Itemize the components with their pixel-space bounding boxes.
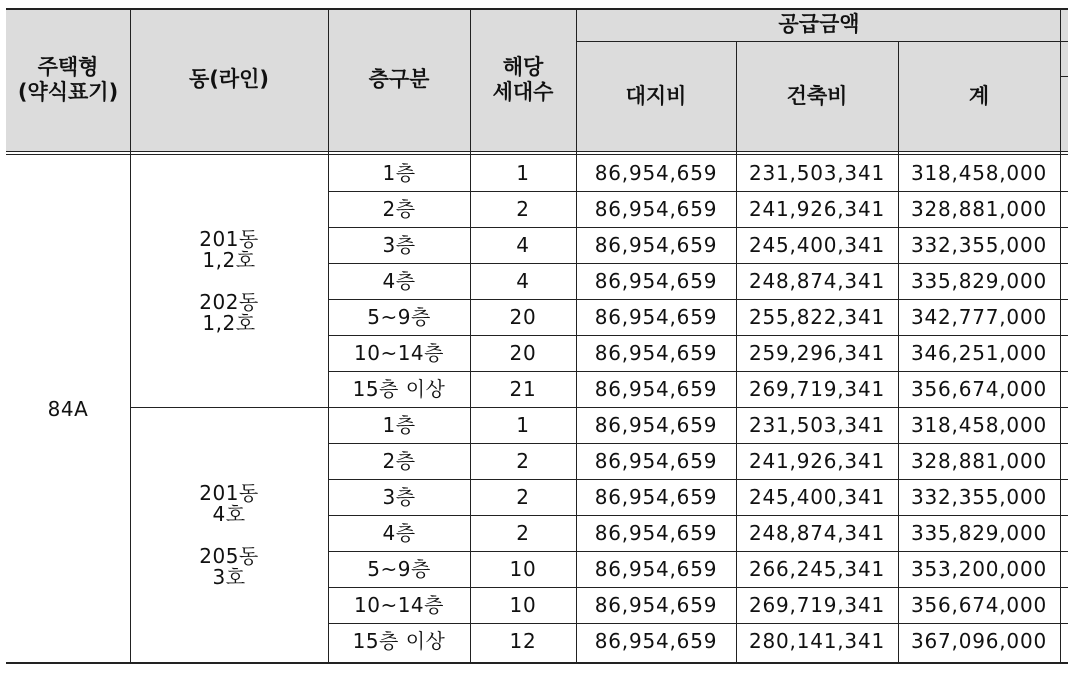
land-cost-cell: 86,954,659 (594, 521, 718, 545)
grid-line (328, 263, 1068, 264)
total-price-cell: 353,200,000 (910, 557, 1048, 581)
construction-cost-cell: 241,926,341 (748, 449, 886, 473)
household-count-cell: 20 (509, 305, 537, 329)
grid-line (328, 335, 1068, 336)
total-price-cell: 332,355,000 (910, 485, 1048, 509)
grid-line (328, 587, 1068, 588)
household-count-cell: 20 (509, 341, 537, 365)
land-cost-cell: 86,954,659 (594, 269, 718, 293)
total-price-cell: 356,674,000 (910, 593, 1048, 617)
construction-cost-cell: 241,926,341 (748, 197, 886, 221)
grid-line (576, 41, 1068, 42)
header-land-cost: 대지비 (576, 42, 736, 152)
land-cost-cell: 86,954,659 (594, 233, 718, 257)
total-price-cell: 318,458,000 (910, 161, 1048, 185)
header-floor-class: 층구분 (328, 8, 470, 152)
header-construction-cost: 건축비 (736, 42, 898, 152)
construction-cost-cell: 248,874,341 (748, 521, 886, 545)
construction-cost-cell: 245,400,341 (748, 485, 886, 509)
header-building-line: 동(라인) (130, 8, 328, 152)
land-cost-cell: 86,954,659 (594, 161, 718, 185)
household-count-cell: 4 (516, 269, 530, 293)
floor-class-cell: 4층 (382, 269, 416, 293)
grid-line (328, 227, 1068, 228)
total-price-cell: 318,458,000 (910, 413, 1048, 437)
group-divider (130, 407, 1068, 408)
land-cost-cell: 86,954,659 (594, 197, 718, 221)
floor-class-cell: 15층 이상 (352, 629, 446, 653)
construction-cost-cell: 259,296,341 (748, 341, 886, 365)
grid-line (736, 42, 737, 663)
grid-line (328, 443, 1068, 444)
total-price-cell: 356,674,000 (910, 377, 1048, 401)
land-cost-cell: 86,954,659 (594, 593, 718, 617)
household-count-cell: 1 (516, 413, 530, 437)
floor-class-cell: 5~9층 (367, 557, 431, 581)
land-cost-cell: 86,954,659 (594, 557, 718, 581)
header-bottom-border (6, 154, 1068, 155)
land-cost-cell: 86,954,659 (594, 341, 718, 365)
household-count-cell: 12 (509, 629, 537, 653)
construction-cost-cell: 266,245,341 (748, 557, 886, 581)
land-cost-cell: 86,954,659 (594, 305, 718, 329)
header-extra-column (1060, 8, 1068, 152)
table-bottom-border (6, 662, 1068, 664)
household-count-cell: 10 (509, 557, 537, 581)
header-households: 해당 세대수 (470, 8, 576, 152)
header-supply-price: 공급금액 (576, 8, 1062, 42)
total-price-cell: 328,881,000 (910, 197, 1048, 221)
total-price-cell: 346,251,000 (910, 341, 1048, 365)
grid-line (130, 8, 131, 663)
construction-cost-cell: 269,719,341 (748, 377, 886, 401)
floor-class-cell: 3층 (382, 233, 416, 257)
header-unit-type: 주택형 (약식표기) (6, 8, 130, 152)
floor-class-cell: 1층 (382, 413, 416, 437)
total-price-cell: 335,829,000 (910, 521, 1048, 545)
grid-line (1060, 76, 1068, 77)
floor-class-cell: 10~14층 (354, 341, 444, 365)
construction-cost-cell: 245,400,341 (748, 233, 886, 257)
household-count-cell: 4 (516, 233, 530, 257)
total-price-cell: 332,355,000 (910, 233, 1048, 257)
construction-cost-cell: 255,822,341 (748, 305, 886, 329)
household-count-cell: 2 (516, 197, 530, 221)
construction-cost-cell: 248,874,341 (748, 269, 886, 293)
floor-class-cell: 10~14층 (354, 593, 444, 617)
grid-line (898, 42, 899, 663)
land-cost-cell: 86,954,659 (594, 413, 718, 437)
floor-class-cell: 4층 (382, 521, 416, 545)
total-price-cell: 342,777,000 (910, 305, 1048, 329)
household-count-cell: 1 (516, 161, 530, 185)
land-cost-cell: 86,954,659 (594, 485, 718, 509)
grid-line (328, 8, 329, 663)
grid-line (328, 371, 1068, 372)
land-cost-cell: 86,954,659 (594, 629, 718, 653)
construction-cost-cell: 231,503,341 (748, 161, 886, 185)
table-top-border (6, 8, 1068, 10)
total-price-cell: 367,096,000 (910, 629, 1048, 653)
header-total: 계 (898, 42, 1060, 152)
grid-line (328, 479, 1068, 480)
floor-class-cell: 15층 이상 (352, 377, 446, 401)
grid-line (328, 299, 1068, 300)
building-line-group-1: 201동 1,2호 202동 1,2호 (199, 226, 259, 335)
construction-cost-cell: 280,141,341 (748, 629, 886, 653)
floor-class-cell: 2층 (382, 197, 416, 221)
grid-line (328, 551, 1068, 552)
grid-line (470, 8, 471, 663)
construction-cost-cell: 231,503,341 (748, 413, 886, 437)
grid-line (1060, 8, 1061, 663)
floor-class-cell: 1층 (382, 161, 416, 185)
building-line-group-2: 201동 4호 205동 3호 (199, 480, 259, 589)
total-price-cell: 335,829,000 (910, 269, 1048, 293)
floor-class-cell: 5~9층 (367, 305, 431, 329)
floor-class-cell: 2층 (382, 449, 416, 473)
household-count-cell: 21 (509, 377, 537, 401)
grid-line (328, 515, 1068, 516)
grid-line (576, 8, 577, 663)
land-cost-cell: 86,954,659 (594, 449, 718, 473)
land-cost-cell: 86,954,659 (594, 377, 718, 401)
household-count-cell: 2 (516, 521, 530, 545)
household-count-cell: 10 (509, 593, 537, 617)
grid-line (328, 191, 1068, 192)
unit-type-value: 84A (47, 397, 89, 421)
header-bottom-border (6, 151, 1068, 152)
household-count-cell: 2 (516, 449, 530, 473)
household-count-cell: 2 (516, 485, 530, 509)
floor-class-cell: 3층 (382, 485, 416, 509)
total-price-cell: 328,881,000 (910, 449, 1048, 473)
construction-cost-cell: 269,719,341 (748, 593, 886, 617)
grid-line (328, 623, 1068, 624)
